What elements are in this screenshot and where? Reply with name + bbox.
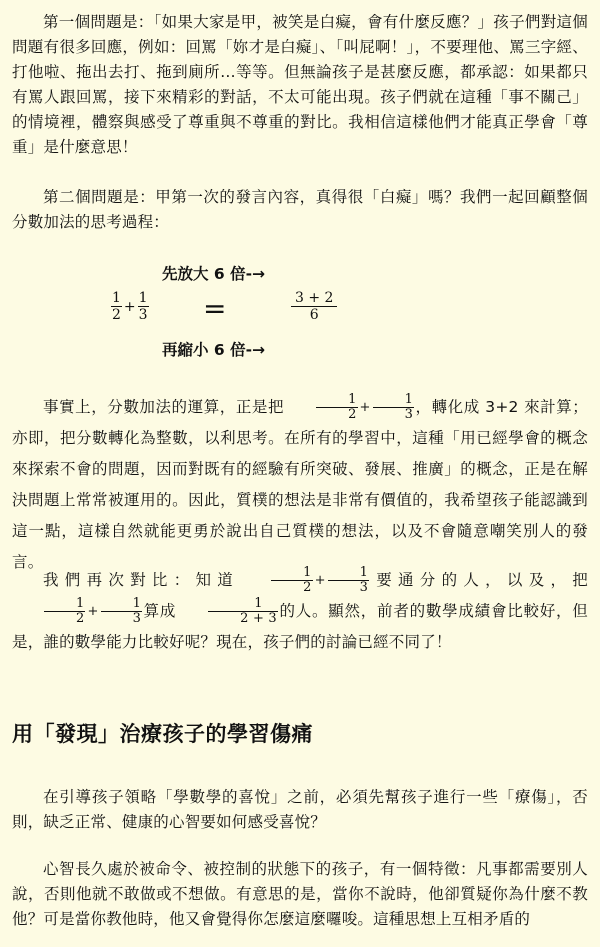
numerator: 1 (373, 393, 414, 408)
denominator: 3 (359, 580, 369, 595)
fraction (271, 566, 312, 595)
text: ，轉化成 3+2 來計算；亦即，把分數轉化為整數，以利思考。在所有的學習中，這種「用已經學會的概念來探索不會的問題，因而對既有的經驗有所突破、發展、推廣」的概念，正是在解決問題上常常被運用的。因此，質樸的想法是非常有價值的，我希望孩子能認識到這一點，這樣自然就能更勇於說出自己質樸的想法，以及不會隨意嘲笑別人的發言。 (12, 398, 588, 571)
fraction (316, 393, 357, 422)
inline-fraction-expression (239, 565, 370, 596)
diagram-bottom-label: 再縮小 6 倍-→ (162, 341, 265, 359)
numerator: 1 (328, 566, 369, 581)
paragraph-2: 第二個問題是：甲第一次的發言內容，真得很「白癡」嗎？我們一起回顧整個分數加法的思考過程： (12, 188, 588, 231)
text: 算成 (143, 602, 177, 620)
denominator: 2 (76, 611, 85, 626)
plus-sign: + (314, 573, 326, 588)
paragraph-1: 第一個問題是：「如果大家是甲，被笑是白癡，會有什麼反應？」孩子們對這個問題有很多回應，例如：回罵「妳才是白癡」、「叫屁啊！」，不要理他、罵三字經、打他啦、拖出去打、拖到廁所…等等。但無論孩子是甚麼反應，都承認：如果都只有罵人跟回罵，接下來精彩的對話，不太可能出現。孩子們就在這種「事不關己」的情境裡，體察與感受了尊重與不尊重的對比。我相信這樣他們才能真正學會「尊重」是什麼意思！ (12, 13, 588, 156)
numerator: 1 (271, 566, 312, 581)
numerator: 1 (138, 290, 148, 306)
paragraph-6: 心智長久處於被命令、被控制的狀態下的孩子，有一個特徵：凡事都需要別人說，否則他就不敢做或不想做。有意思的是，當你不說時，他卻質疑你為什麼不教他？可是當你教他時，他又會覺得你怎麼這麼囉唆。這種思想上互相矛盾的 (12, 860, 588, 928)
fraction (101, 597, 142, 626)
numerator: 1 (316, 393, 357, 408)
fraction (44, 597, 85, 626)
denominator: 6 (309, 307, 319, 323)
denominator: 2 (112, 307, 121, 323)
denominator: 3 (132, 611, 142, 626)
text: 的人。顯然，前者的數學成績會比較好，但是，誰的數學能力比較好呢？現在，孩子們的討論已經不同了！ (12, 602, 588, 651)
equals-sign: = (203, 292, 227, 325)
inline-fraction-expression (284, 392, 415, 423)
diagram-right-expression (290, 290, 338, 323)
inline-fraction-expression (176, 596, 279, 627)
denominator: 3 (138, 307, 148, 323)
fraction (138, 290, 149, 323)
paragraph-4 (12, 565, 588, 658)
plus-sign: + (123, 298, 136, 315)
diagram-left-expression (110, 290, 150, 323)
fraction (373, 393, 414, 422)
diagram-top-label: 先放大 6 倍-→ (162, 265, 265, 283)
text: 要通分的人，以及，把 (370, 571, 588, 589)
denominator: 2 + 3 (240, 611, 277, 626)
paragraph-3 (12, 392, 588, 578)
fraction (291, 290, 337, 323)
numerator: 1 (101, 597, 142, 612)
text: 我們再次對比：知道 (43, 571, 240, 589)
fraction (328, 566, 369, 595)
text: 事實上，分數加法的運算，正是把 (43, 398, 285, 416)
denominator: 2 (303, 580, 312, 595)
denominator: 2 (348, 407, 357, 422)
denominator: 3 (404, 407, 414, 422)
numerator: 1 (112, 290, 121, 306)
numerator: 1 (208, 597, 278, 612)
section-heading: 用「發現」治療孩子的學習傷痛 (12, 722, 313, 746)
plus-sign: + (87, 604, 99, 619)
fraction (111, 290, 122, 323)
plus-sign: + (359, 400, 371, 415)
paragraph-5: 在引導孩子領略「學數學的喜悅」之前，必須先幫孩子進行一些「療傷」，否則，缺乏正常、健康的心智要如何感受喜悅？ (12, 788, 588, 831)
inline-fraction-expression (12, 596, 143, 627)
numerator: 1 (44, 597, 85, 612)
fraction (208, 597, 278, 626)
numerator: 3 + 2 (291, 290, 337, 307)
